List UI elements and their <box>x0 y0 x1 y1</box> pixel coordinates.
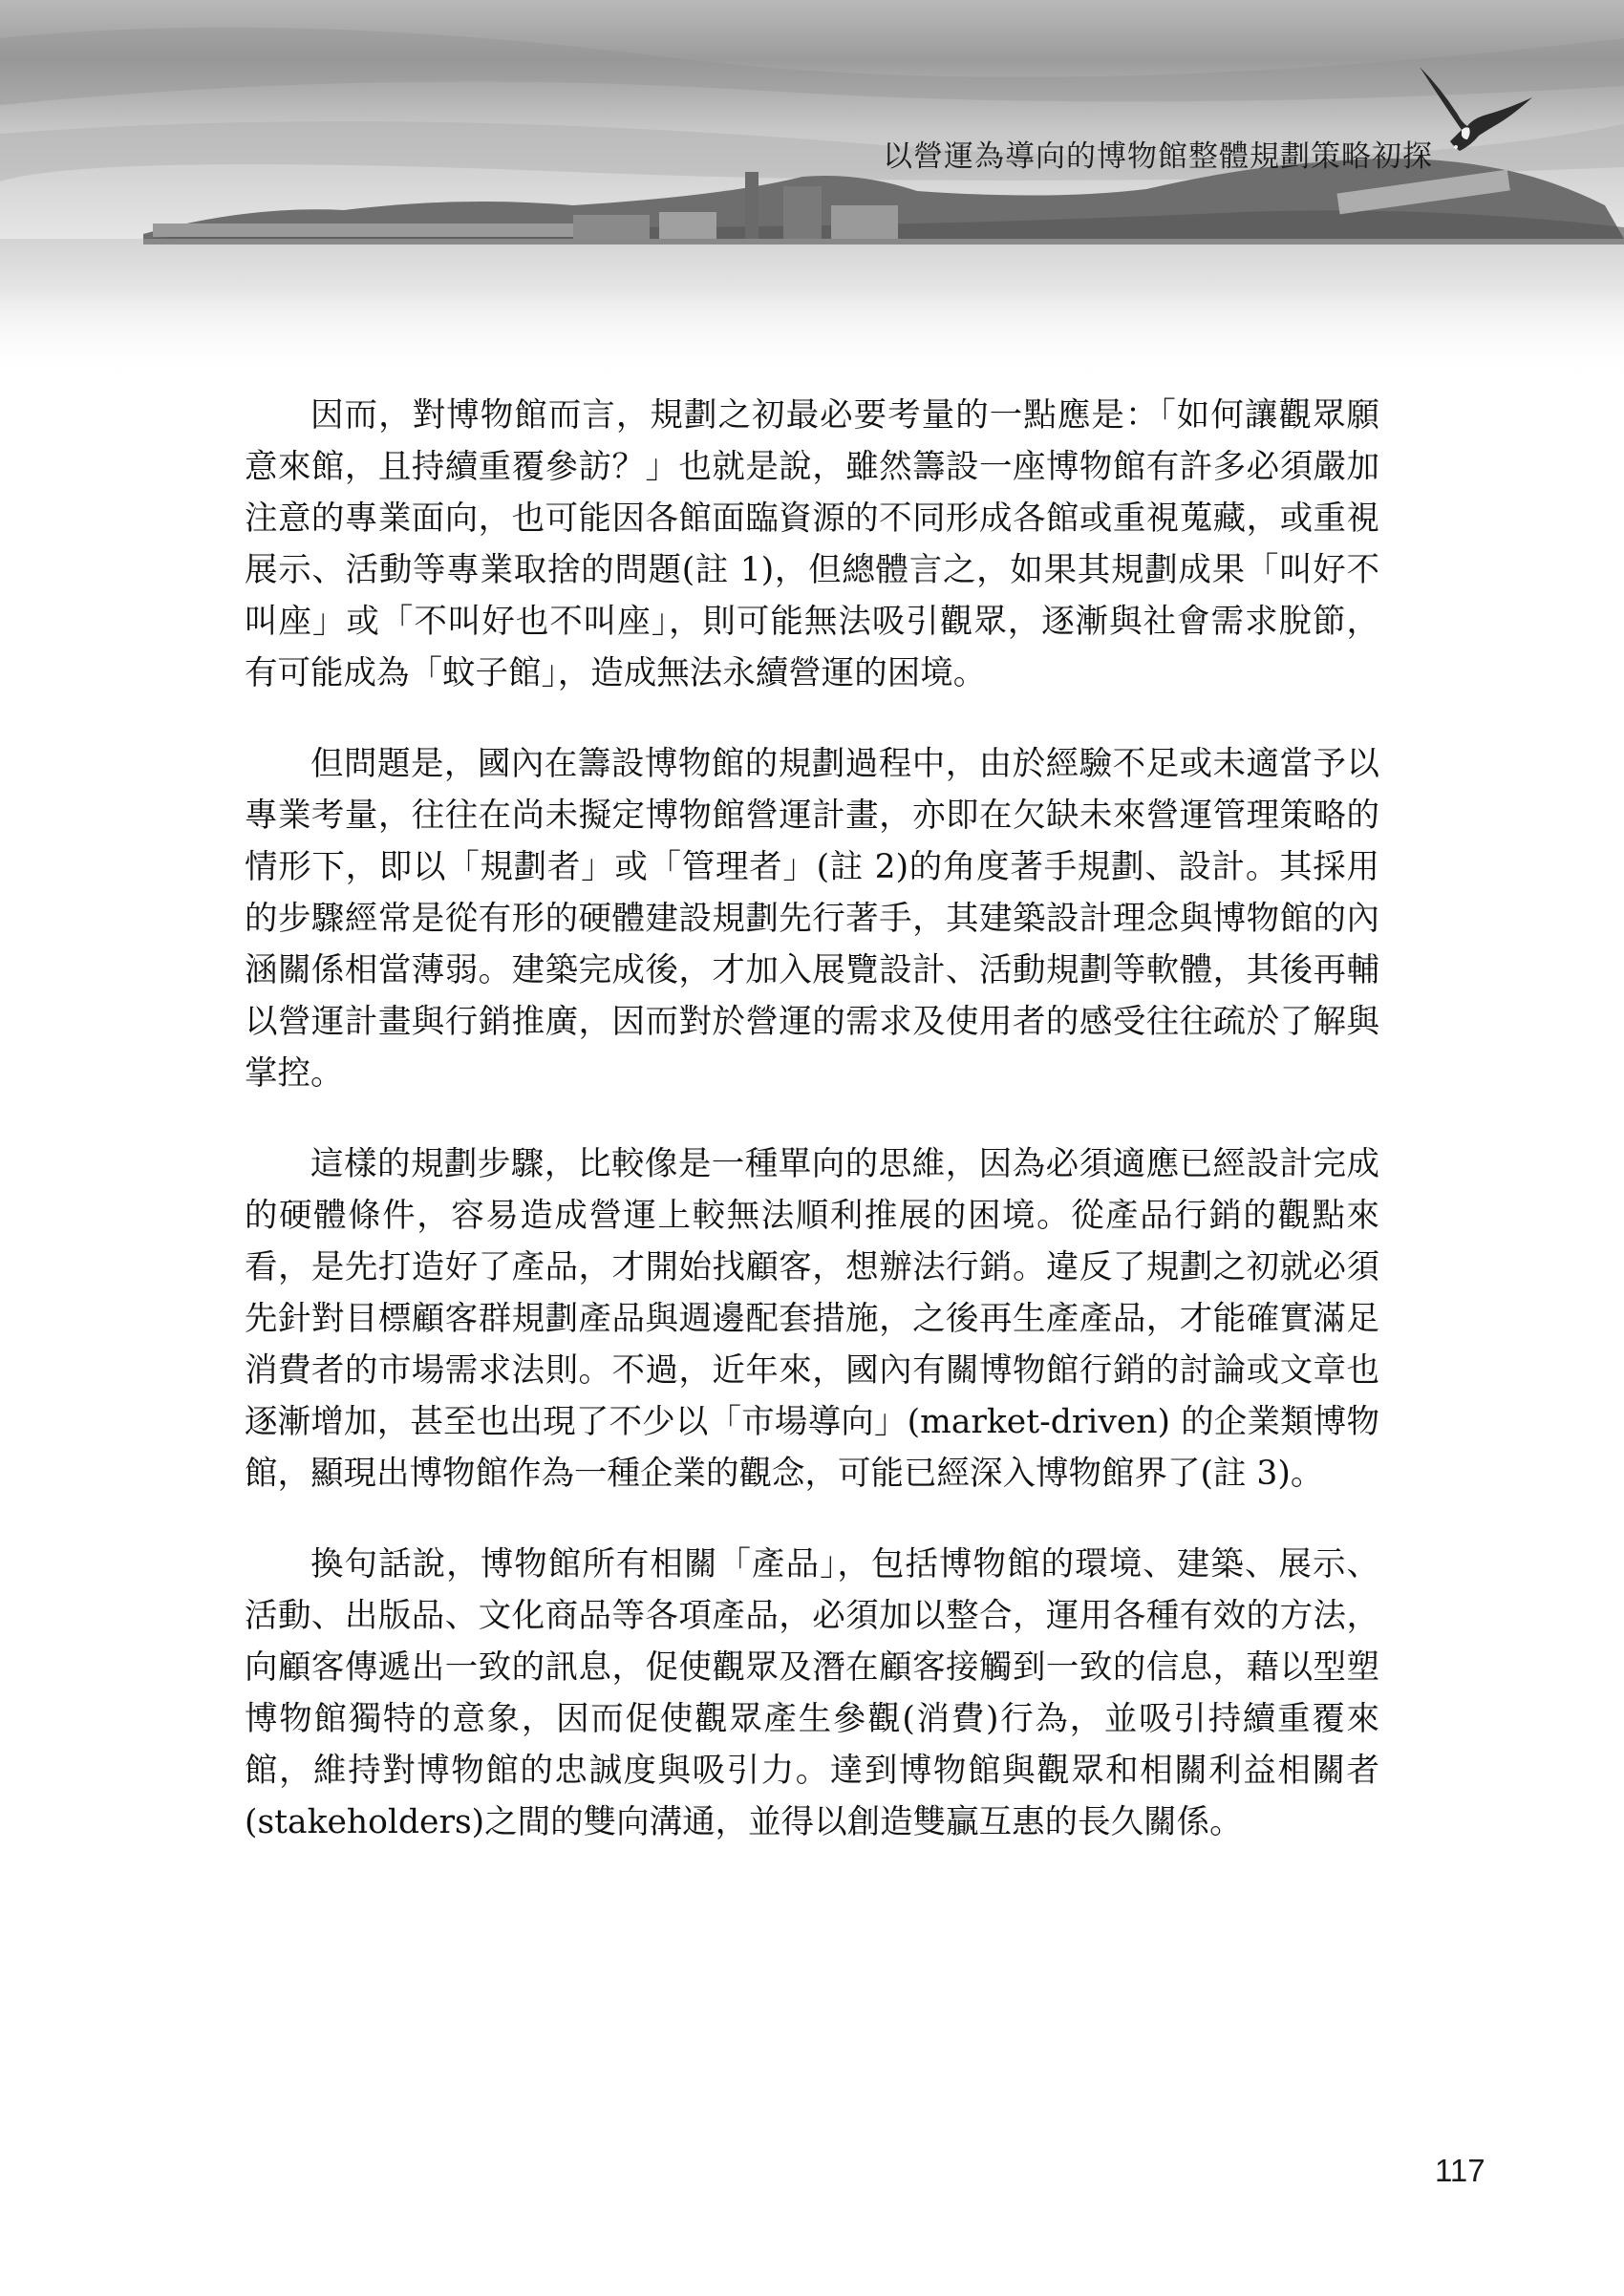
paragraph: 換句話說，博物館所有相關「產品」，包括博物館的環境、建築、展示、活動、出版品、文化商品等各項產品，必須加以整合，運用各種有效的方法，向顧客傳遞出一致的訊息，促使觀眾及潛在顧客接觸到一致的信息，藉以型塑博物館獨特的意象，因而促使觀眾產生參觀(消費)行為，並吸引持續重覆來館，維持對博物館的忠誠度與吸引力。達到博物館與觀眾和相關利益相關者(stakeholders)之間的雙向溝通，並得以創造雙贏互惠的長久關係。 <box>245 1545 1379 1841</box>
running-title: 以營運為導向的博物館整體規劃策略初探 <box>883 139 1433 174</box>
coastal-landscape-banner <box>0 0 1624 382</box>
body-text <box>245 390 1379 1887</box>
page-number: 117 <box>1435 2153 1485 2188</box>
paragraph: 因而，對博物館而言，規劃之初最必要考量的一點應是：「如何讓觀眾願意來館，且持續重覆參訪？」也就是說，雖然籌設一座博物館有許多必須嚴加注意的專業面向，也可能因各館面臨資源的不同形成各館或重視蒐藏，或重視展示、活動等專業取捨的問題(註 1)，但總體言之，如果其規劃成果「叫好不叫座」或「不叫好也不叫座」，則可能無法吸引觀眾，逐漸與社會需求脫節，有可能成為「蚊子館」，造成無法永續營運的困境。 <box>245 396 1379 692</box>
paragraph: 但問題是，國內在籌設博物館的規劃過程中，由於經驗不足或未適當予以專業考量，往往在尚未擬定博物館營運計畫，亦即在欠缺未來營運管理策略的情形下，即以「規劃者」或「管理者」(註 2)的角度著手規劃、設計。其採用的步驟經常是從有形的硬體建設規劃先行著手，其建築設計理念與博物館的內涵關係相當薄弱。建築完成後，才加入展覽設計、活動規劃等軟體，其後再輔以營運計畫與行銷推廣，因而對於營運的需求及使用者的感受往往疏於了解與掌控。 <box>245 745 1379 1093</box>
seagull-icon <box>1412 59 1536 164</box>
header-banner <box>0 0 1624 382</box>
paragraph: 這樣的規劃步驟，比較像是一種單向的思維，因為必須適應已經設計完成的硬體條件，容易造成營運上較無法順利推展的困境。從產品行銷的觀點來看，是先打造好了產品，才開始找顧客，想辦法行銷。違反了規劃之初就必須先針對目標顧客群規劃產品與週邊配套措施，之後再生產產品，才能確實滿足消費者的市場需求法則。不過，近年來，國內有關博物館行銷的討論或文章也逐漸增加，甚至也出現了不少以「市場導向」(market-driven) 的企業類博物館，顯現出博物館作為一種企業的觀念，可能已經深入博物館界了(註 3)。 <box>245 1145 1379 1493</box>
